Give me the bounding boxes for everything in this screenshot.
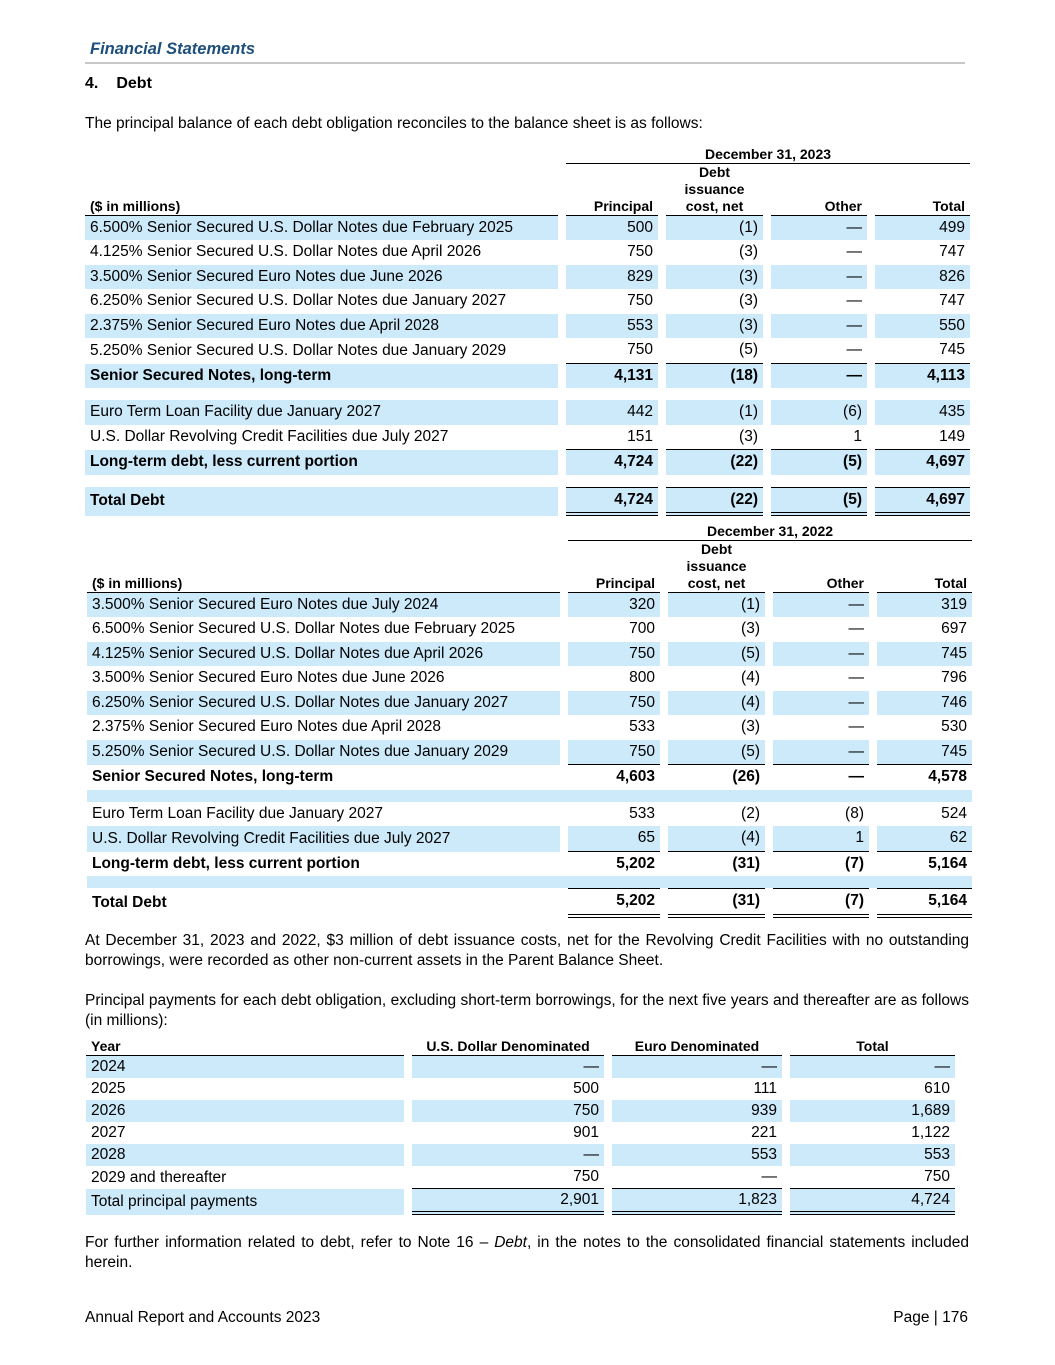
- row-value: 4,724: [566, 487, 658, 517]
- row-value: —: [412, 1144, 604, 1166]
- row-label: 6.250% Senior Secured U.S. Dollar Notes due January 2027: [87, 691, 560, 716]
- row-value: 553: [790, 1144, 955, 1166]
- row-value: 4,697: [875, 487, 970, 517]
- row-value: 111: [753, 1080, 777, 1097]
- table-row: [85, 425, 970, 451]
- row-label: 2029 and thereafter: [91, 1168, 227, 1186]
- note-text: For further information related to debt, refer to Note 16 –: [85, 1234, 495, 1251]
- row-value: (2): [741, 804, 760, 822]
- column-header: ($ in millions): [85, 164, 558, 216]
- row-value: —: [846, 243, 862, 261]
- column-header: Principal: [566, 164, 658, 216]
- row-value: —: [848, 718, 864, 736]
- row-value: (1): [666, 216, 763, 241]
- row-value: (4): [741, 669, 760, 687]
- row-value: 939: [612, 1100, 782, 1122]
- row-value: 500: [566, 216, 658, 241]
- row-value: 745: [877, 642, 972, 667]
- table-row: [87, 593, 972, 618]
- row-value: 1,689: [790, 1100, 955, 1122]
- row-label: Long-term debt, less current portion: [92, 854, 360, 872]
- row-value: 533: [629, 804, 655, 822]
- row-label: 4.125% Senior Secured U.S. Dollar Notes due April 2026: [87, 642, 560, 667]
- row-value: —: [771, 265, 867, 290]
- row-value: —: [773, 642, 869, 667]
- row-value: 750: [568, 691, 660, 716]
- row-value: 1: [771, 425, 867, 451]
- row-label: 6.500% Senior Secured U.S. Dollar Notes due February 2025: [85, 216, 558, 241]
- row-value: (31): [732, 854, 760, 872]
- section-heading: [85, 75, 152, 93]
- page-header-title: Financial Statements: [90, 40, 256, 58]
- row-value: 4,724: [566, 450, 658, 475]
- row-value: —: [412, 1056, 604, 1078]
- row-value: 5,164: [877, 888, 972, 918]
- row-value: (4): [668, 826, 765, 852]
- section-number: 4.: [85, 75, 99, 92]
- row-label: U.S. Dollar Revolving Credit Facilities due July 2027: [87, 826, 560, 852]
- row-value: —: [848, 620, 864, 638]
- row-value: 829: [566, 265, 658, 290]
- row-label: 2.375% Senior Secured Euro Notes due April 2028: [92, 718, 441, 736]
- principal-payments-table: [86, 1034, 955, 1215]
- header-divider: [85, 62, 965, 64]
- row-value: 4,724: [790, 1189, 955, 1215]
- row-value: (1): [668, 593, 765, 618]
- row-value: 1,122: [911, 1124, 950, 1141]
- row-value: 747: [939, 292, 965, 310]
- row-value: 5,202: [568, 888, 660, 918]
- row-value: 62: [877, 826, 972, 852]
- row-value: 750: [566, 338, 658, 364]
- row-value: 4,697: [875, 450, 970, 475]
- row-value: —: [612, 1166, 782, 1189]
- row-value: (5): [771, 450, 867, 475]
- table-row: [87, 852, 972, 877]
- row-value: 442: [566, 400, 658, 425]
- column-header: Debt issuance cost, net: [666, 164, 763, 216]
- row-value: 553: [612, 1144, 782, 1166]
- row-label: 3.500% Senior Secured Euro Notes due June 2026: [92, 669, 445, 687]
- row-value: —: [846, 292, 862, 310]
- table-row: [85, 400, 970, 425]
- row-value: 750: [568, 740, 660, 766]
- row-value: 697: [941, 620, 967, 638]
- row-value: (3): [666, 314, 763, 339]
- table-row: [85, 338, 970, 364]
- column-header-row: [87, 541, 972, 593]
- debt-table-2023: [85, 139, 970, 516]
- row-value: 745: [875, 338, 970, 364]
- row-value: (5): [771, 487, 867, 517]
- row-value: (7): [773, 888, 869, 918]
- row-value: 750: [568, 642, 660, 667]
- row-value: (7): [845, 854, 864, 872]
- intro-text: The principal balance of each debt obligation reconciles to the balance sheet is as follows:: [85, 115, 703, 132]
- row-value: (18): [666, 364, 763, 389]
- row-value: (22): [666, 450, 763, 475]
- table-row: [86, 1189, 955, 1215]
- row-value: 500: [573, 1080, 599, 1097]
- table-row: [87, 765, 972, 790]
- table-row: [85, 289, 970, 314]
- row-value: (3): [739, 243, 758, 261]
- row-value: 750: [627, 292, 653, 310]
- row-value: (8): [845, 804, 864, 822]
- row-label: 2027: [91, 1124, 126, 1141]
- row-label: Senior Secured Notes, long-term: [85, 364, 558, 389]
- table-row: [87, 617, 972, 642]
- row-value: —: [612, 1056, 782, 1078]
- row-value: 750: [412, 1100, 604, 1122]
- row-label: Total Debt: [85, 487, 558, 517]
- row-value: 149: [875, 425, 970, 451]
- row-label: 2.375% Senior Secured Euro Notes due April 2028: [85, 314, 558, 339]
- row-value: 151: [566, 425, 658, 451]
- column-header: Total: [790, 1034, 955, 1056]
- row-label: 5.250% Senior Secured U.S. Dollar Notes due January 2029: [90, 341, 507, 359]
- row-value: —: [771, 338, 867, 364]
- table-row: [86, 1078, 955, 1100]
- row-value: —: [773, 691, 869, 716]
- row-label: 3.500% Senior Secured Euro Notes due June 2026: [85, 265, 558, 290]
- row-value: 435: [875, 400, 970, 425]
- row-value: 610: [924, 1080, 950, 1097]
- row-value: (3): [741, 620, 760, 638]
- row-value: 1: [773, 826, 869, 852]
- table-row: [86, 1166, 955, 1189]
- column-header: Euro Denominated: [612, 1034, 782, 1056]
- row-value: (3): [666, 425, 763, 451]
- period-header-row: [87, 516, 972, 541]
- row-value: 747: [939, 243, 965, 261]
- row-label: 2024: [86, 1056, 404, 1078]
- row-value: 700: [629, 620, 655, 638]
- table-row: [85, 314, 970, 339]
- table-row: [85, 450, 970, 475]
- table-row: [86, 1056, 955, 1078]
- row-value: 746: [877, 691, 972, 716]
- footer-page-number: Page | 176: [893, 1309, 968, 1326]
- footer-report-title: Annual Report and Accounts 2023: [85, 1309, 321, 1326]
- row-value: 750: [627, 243, 653, 261]
- table-row: [86, 1100, 955, 1122]
- table-row: [87, 802, 972, 827]
- row-value: 550: [875, 314, 970, 339]
- table-row: [86, 1144, 955, 1166]
- column-header: Year: [86, 1034, 404, 1056]
- row-value: 750: [790, 1166, 955, 1189]
- column-header: Debt issuance cost, net: [668, 541, 765, 593]
- row-value: 4,578: [928, 768, 967, 786]
- debt-table-2022: [87, 516, 972, 918]
- table-row: [85, 487, 970, 517]
- row-value: 4,113: [875, 364, 970, 389]
- row-label: 4.125% Senior Secured U.S. Dollar Notes due April 2026: [90, 243, 482, 261]
- row-value: 4,603: [616, 768, 655, 786]
- column-header: Total: [875, 164, 970, 216]
- period-label: December 31, 2023: [566, 139, 970, 164]
- row-value: 533: [629, 718, 655, 736]
- table-row: [87, 715, 972, 740]
- row-value: —: [773, 593, 869, 618]
- table-row: [87, 826, 972, 852]
- row-label: 2028: [86, 1144, 404, 1166]
- row-value: 524: [941, 804, 967, 822]
- table-row: [85, 265, 970, 290]
- table-row: [87, 691, 972, 716]
- table-row: [85, 240, 970, 265]
- row-value: (5): [666, 338, 763, 364]
- row-value: 65: [568, 826, 660, 852]
- row-value: —: [790, 1056, 955, 1078]
- row-value: 320: [568, 593, 660, 618]
- column-header: ($ in millions): [87, 541, 560, 593]
- column-header: Total: [877, 541, 972, 593]
- row-label: 6.250% Senior Secured U.S. Dollar Notes due January 2027: [90, 292, 507, 310]
- row-label: Long-term debt, less current portion: [85, 450, 558, 475]
- row-label: Total principal payments: [86, 1189, 404, 1215]
- row-label: U.S. Dollar Revolving Credit Facilities due July 2027: [90, 428, 449, 446]
- row-value: 826: [875, 265, 970, 290]
- row-value: 2,901: [412, 1189, 604, 1215]
- row-value: (1): [666, 400, 763, 425]
- note-text-end: , in the notes to the consolidated financial statements included herein.: [85, 1234, 969, 1271]
- row-value: 5,202: [616, 854, 655, 872]
- section-title: Debt: [116, 75, 152, 92]
- table-row: [86, 1122, 955, 1144]
- row-value: 1,823: [612, 1189, 782, 1215]
- row-value: (5): [668, 642, 765, 667]
- table-row: [85, 364, 970, 389]
- row-label: Senior Secured Notes, long-term: [92, 768, 334, 786]
- table-row: [85, 216, 970, 241]
- row-value: —: [771, 314, 867, 339]
- row-value: (26): [732, 768, 760, 786]
- row-value: 750: [412, 1166, 604, 1189]
- row-value: 800: [629, 669, 655, 687]
- row-label: Total Debt: [92, 893, 167, 911]
- period-header-row: [85, 139, 970, 164]
- row-value: (31): [668, 888, 765, 918]
- column-header: Other: [773, 541, 869, 593]
- row-value: (3): [741, 718, 760, 736]
- table-row: [87, 666, 972, 691]
- spacer-row: [85, 388, 970, 400]
- row-label: 3.500% Senior Secured Euro Notes due July 2024: [87, 593, 560, 618]
- further-info-note: [85, 1233, 969, 1273]
- row-value: 319: [877, 593, 972, 618]
- row-value: (22): [666, 487, 763, 517]
- column-header: Other: [771, 164, 867, 216]
- spacer-row: [87, 876, 972, 888]
- table-row: [87, 888, 972, 918]
- row-label: Euro Term Loan Facility due January 2027: [92, 804, 383, 822]
- row-value: (3): [666, 265, 763, 290]
- row-value: —: [773, 740, 869, 766]
- row-label: 2025: [91, 1080, 126, 1097]
- row-value: (5): [668, 740, 765, 766]
- column-header: Principal: [568, 541, 660, 593]
- row-value: —: [848, 768, 864, 786]
- row-label: 5.250% Senior Secured U.S. Dollar Notes due January 2029: [87, 740, 560, 766]
- column-header: U.S. Dollar Denominated: [412, 1034, 604, 1056]
- row-value: 796: [941, 669, 967, 687]
- row-label: 2026: [86, 1100, 404, 1122]
- row-label: 6.500% Senior Secured U.S. Dollar Notes due February 2025: [92, 620, 516, 638]
- table-row: [87, 740, 972, 766]
- row-value: (4): [668, 691, 765, 716]
- row-label: Euro Term Loan Facility due January 2027: [85, 400, 558, 425]
- row-value: 901: [573, 1124, 599, 1141]
- row-value: 553: [566, 314, 658, 339]
- row-value: 745: [877, 740, 972, 766]
- row-value: (6): [771, 400, 867, 425]
- row-value: 5,164: [928, 854, 967, 872]
- period-label: December 31, 2022: [568, 516, 972, 541]
- row-value: 499: [875, 216, 970, 241]
- issuance-cost-note: At December 31, 2023 and 2022, $3 million of debt issuance costs, net for the Revolving Credit Facilities with no outstanding borrowings, were recorded as other non-current assets in the Parent Balance Sheet.: [85, 932, 969, 969]
- row-value: 4,131: [566, 364, 658, 389]
- spacer-row: [87, 790, 972, 802]
- row-value: 530: [941, 718, 967, 736]
- row-value: (3): [739, 292, 758, 310]
- row-value: —: [848, 669, 864, 687]
- note-italic: Debt: [494, 1234, 527, 1251]
- principal-payments-intro: Principal payments for each debt obligation, excluding short-term borrowings, for the next five years and thereafter are as follows (in millions):: [85, 992, 969, 1029]
- row-value: —: [771, 364, 867, 389]
- row-value: —: [771, 216, 867, 241]
- column-header-row: [85, 164, 970, 216]
- row-value: 221: [751, 1124, 777, 1141]
- table-row: [87, 642, 972, 667]
- spacer-row: [85, 475, 970, 487]
- column-header-row: [86, 1034, 955, 1056]
